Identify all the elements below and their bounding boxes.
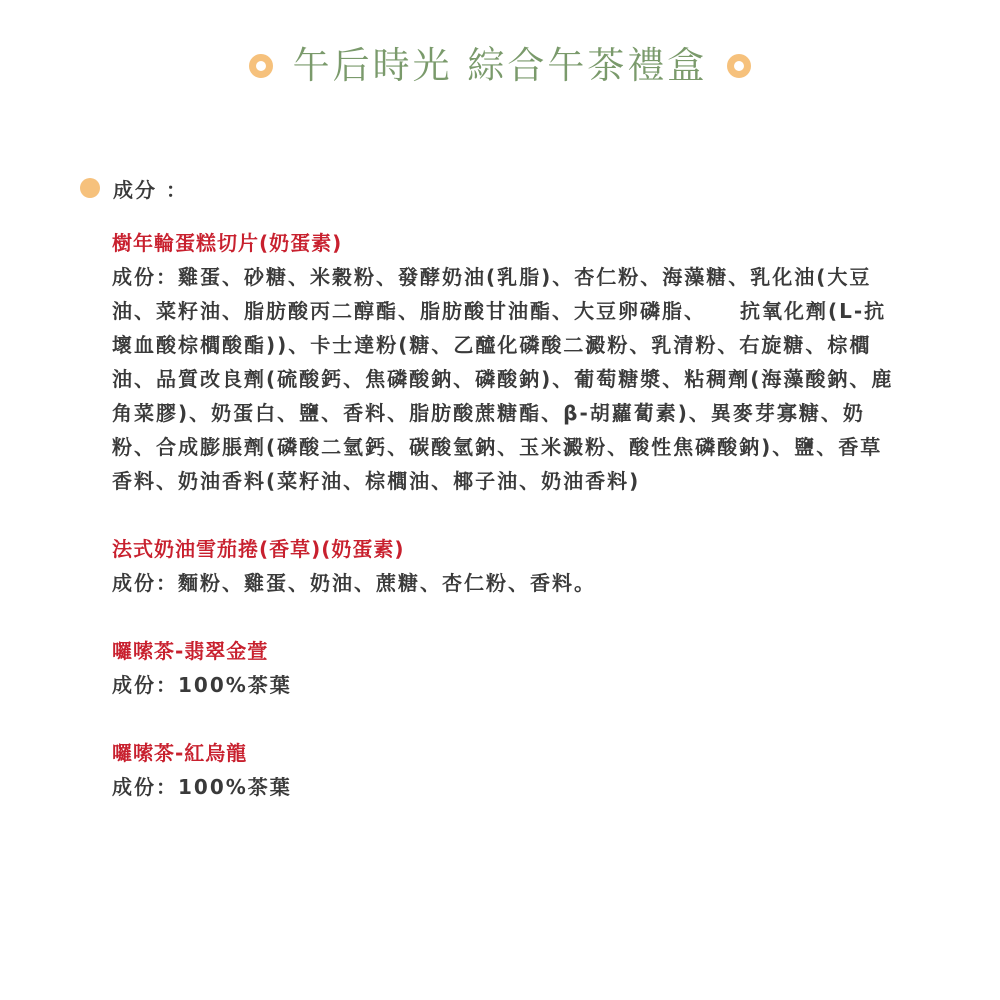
- bullet-dot-icon: [80, 178, 100, 198]
- section-label: 成分 ：: [113, 177, 188, 202]
- header: [0, 38, 1000, 94]
- product-ingredients: 成份：100%茶葉: [112, 775, 292, 799]
- product-item-tea-jinxuan: [112, 634, 902, 702]
- product-item-baumkuchen: [112, 226, 902, 498]
- product-name: 樹年輪蛋糕切片(奶蛋素): [112, 231, 343, 255]
- ring-dot-left-icon: [249, 54, 273, 78]
- product-name: 法式奶油雪茄捲(香草)(奶蛋素): [112, 537, 405, 561]
- ingredients-section-heading: [80, 172, 188, 204]
- product-ingredients: 成份：雞蛋、砂糖、米穀粉、發酵奶油(乳脂)、杏仁粉、海藻糖、乳化油(大豆油、菜籽油、脂肪酸丙二醇酯、脂肪酸甘油酯、大豆卵磷脂、 抗氧化劑(L-抗壞血酸棕櫚酸酯))、卡士達粉(糖、乙醯化磷酸二澱粉、乳清粉、右旋糖、棕櫚油、品質改良劑(硫酸鈣、焦磷酸鈉、磷酸鈉)、葡萄糖漿、粘稠劑(海藻酸鈉、鹿角菜膠)、奶蛋白、鹽、香料、脂肪酸蔗糖酯、β-胡蘿蔔素)、異麥芽寡糖、奶粉、合成膨脹劑(磷酸二氫鈣、碳酸氫鈉、玉米澱粉、酸性焦磷酸鈉)、鹽、香草香料、奶油香料(菜籽油、棕櫚油、椰子油、奶油香料): [112, 265, 894, 493]
- product-name: 囉嗦茶-翡翠金萱: [112, 639, 269, 663]
- product-ingredients: 成份：100%茶葉: [112, 673, 292, 697]
- product-item-tea-red-oolong: [112, 736, 902, 804]
- product-ingredients: 成份：麵粉、雞蛋、奶油、蔗糖、杏仁粉、香料。: [112, 571, 596, 595]
- ring-dot-right-icon: [727, 54, 751, 78]
- product-name: 囉嗦茶-紅烏龍: [112, 741, 248, 765]
- page-title: 午后時光 綜合午茶禮盒: [292, 44, 708, 87]
- product-list: [112, 226, 902, 838]
- product-item-cigar-roll: [112, 532, 902, 600]
